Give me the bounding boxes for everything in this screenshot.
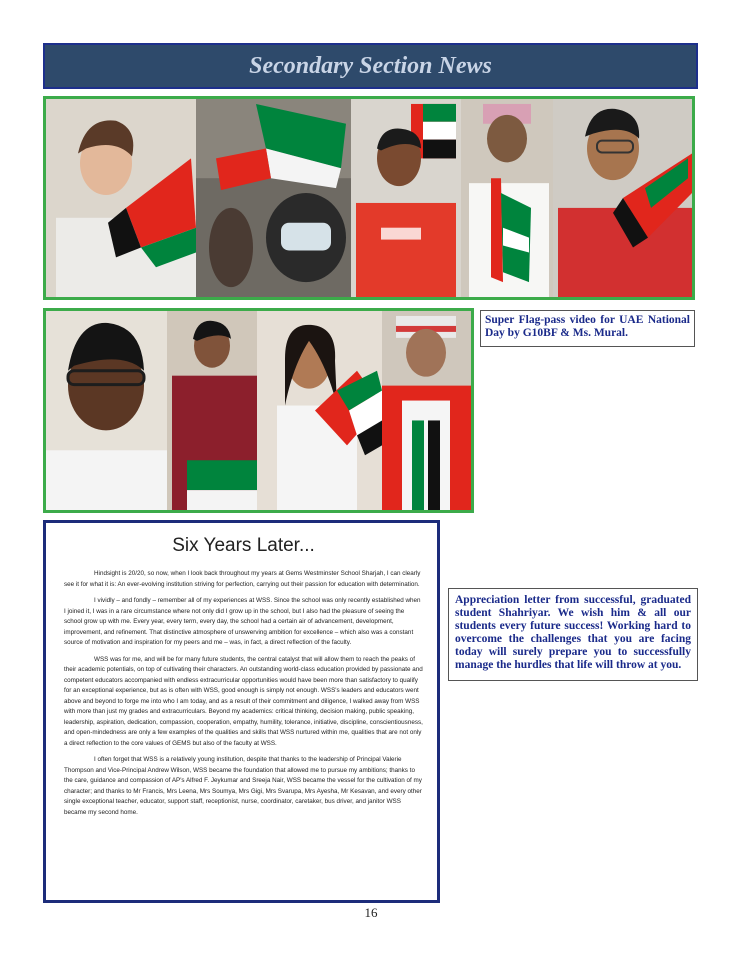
student-photo-4 [461, 99, 553, 297]
letter-paragraph: I often forget that WSS is a relatively young institution, despite that thanks to the leadership of Principal Valerie Thompson and Vice-Principal Andrew Wilson, WSS became the foundation that allowed me to pursue my ambitions; thanks to the care, guidance and compassion of AP's Alfred F. Jeykumar and Sreeja Nair, WSS became the vessel for the cultivation of my character; and thanks to Mr Francis, Mrs Leena, Mrs Soumya, Mrs Gigi, Mrs Svarupa, Mrs Ayesha, Mr Kesavan, and every other single exceptional teacher, educator, support staff, receptionist, nurse, coordinator, caretaker, bus driver, and janitor WSS became my second home. [64, 756, 422, 816]
student-photo-6 [46, 311, 167, 510]
letter-paragraph: WSS was for me, and will be for many future students, the central catalyst that will allow them to reach the peaks of their academic potentials, on top of cultivating their characters. An outstanding world-class education provided by passionate and competent educators accompanied with endless extracurricular opportunities would have been more than satisfactory to qualify for an exceptional experience, but as is often with WSS, good enough is simply not enough. WSS's leaders and educators went above and beyond to forge me into who I am today, and as a result of their commitment and diligence, I walked away from WSS with more than just my grades and extracurriculars. Beyond my academics: critical thinking, decision making, public speaking, leadership, aspiration, dedication, compassion, cooperation, empathy, humility, tolerance, initiative, discipline, conscientiousness, and open-mindedness are only a few examples of the qualities and skills that WSS nurtured within me, qualities that are not only a direct reflection to the core values of GEMS but also of the faculty at WSS. [64, 655, 423, 747]
student-photo-3 [351, 99, 461, 297]
student-photo-1 [46, 99, 196, 297]
letter-paragraph: I vividly – and fondly – remember all of my experiences at WSS. Since the school was only recently established when I joined it, I was in a rare circumstance where not only did I grow up in the school, but I also had the pleasure of seeing the school grow up with me. Every year, every term, every day, the school had a certain air of advancement, development, improvement, and refinement. That distinctive atmosphere of unswerving ambition for excellence – which also was a constant source of motivation and inspiration for my peers and me – was, in fact, a direct reflection of the faculty. [64, 597, 421, 646]
student-photo-7 [167, 311, 257, 510]
student-photo-8 [382, 311, 471, 510]
student-photo-2 [196, 99, 351, 297]
page-number: 16 [364, 905, 378, 920]
section-title: Secondary Section News [249, 52, 492, 79]
student-photo-5 [553, 99, 692, 297]
teacher-photo [257, 311, 382, 510]
letter-caption: Appreciation letter from successful, graduated student Shahriyar. We wish him & all our students every future success! Working hard to overcome the challenges that you are facing today will surely prepare you to successfully manage the hurdles that life will throw at you. [448, 588, 698, 681]
photo-strip-top [43, 96, 695, 300]
appreciation-letter [43, 520, 440, 903]
photo-strip-bottom [43, 308, 474, 513]
section-banner [43, 43, 698, 89]
letter-title: Six Years Later... [172, 535, 315, 556]
flag-pass-caption: Super Flag-pass video for UAE National Day by G10BF & Ms. Mural. [480, 310, 695, 347]
letter-paragraph: Hindsight is 20/20, so now, when I look back throughout my years at Gems Westminster School Sharjah, I can clearly see it for what it is: An ever-evolving institution striving for perfection, carrying out their passion for education with determination. [64, 570, 421, 588]
